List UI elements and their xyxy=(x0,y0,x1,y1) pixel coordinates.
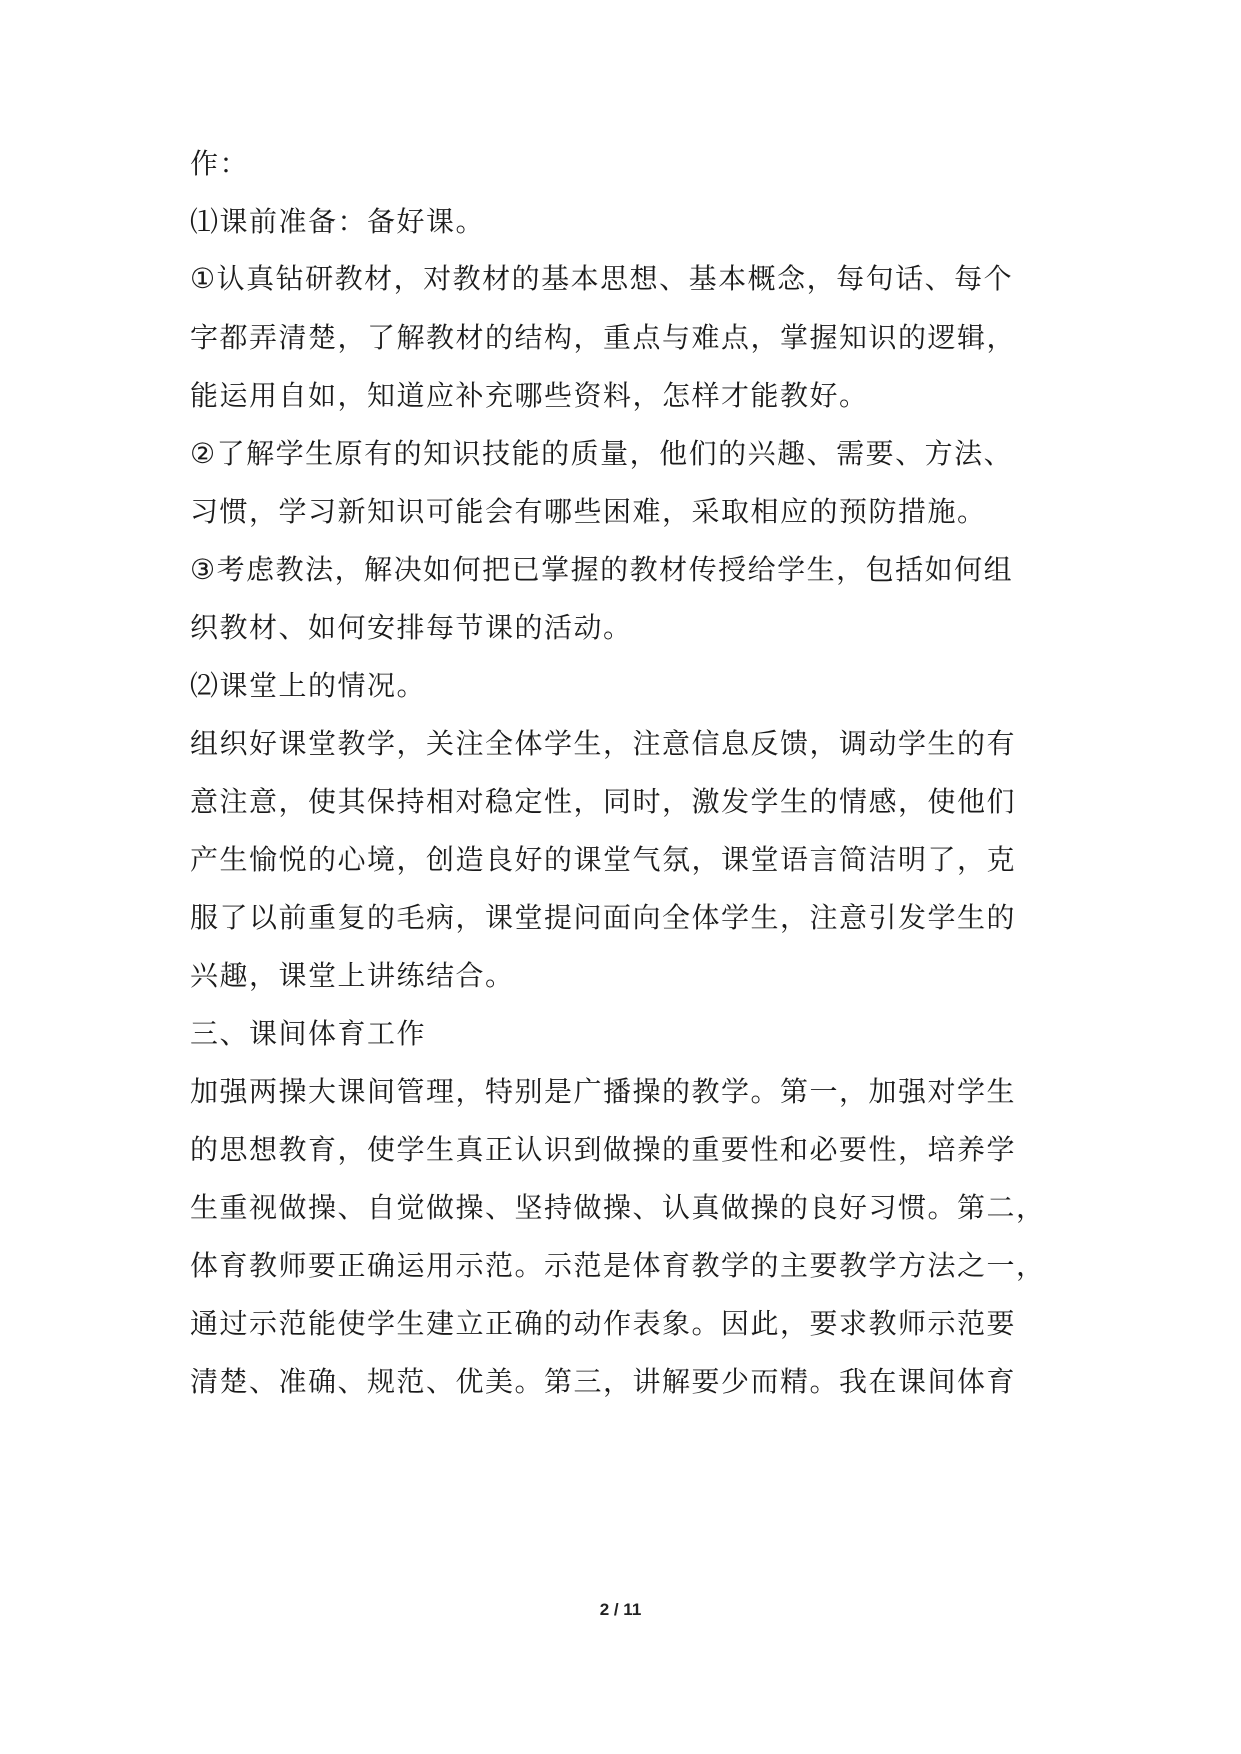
text-line: 意注意，使其保持相对稳定性，同时，激发学生的情感，使他们 xyxy=(190,785,1017,818)
text-line: 织教材、如何安排每节课的活动。 xyxy=(190,611,633,644)
text-line: 体育教师要正确运用示范。示范是体育教学的主要教学方法之一， xyxy=(190,1249,1046,1282)
text-line: ②了解学生原有的知识技能的质量，他们的兴趣、需要、方法、 xyxy=(190,437,1014,470)
text-line: ①认真钻研教材，对教材的基本思想、基本概念，每句话、每个 xyxy=(190,262,1014,295)
text-line: 字都弄清楚，了解教材的结构，重点与难点，掌握知识的逻辑， xyxy=(190,321,1017,354)
text-line: 组织好课堂教学，关注全体学生，注意信息反馈，调动学生的有 xyxy=(190,727,1017,760)
section-heading: ⑵课堂上的情况。 xyxy=(190,669,427,702)
section-heading: 三、课间体育工作 xyxy=(190,1017,427,1050)
text-line: 产生愉悦的心境，创造良好的课堂气氛，课堂语言简洁明了，克 xyxy=(190,843,1017,876)
page-number: 2 / 11 xyxy=(599,1600,642,1619)
text-line: 能运用自如，知道应补充哪些资料，怎样才能教好。 xyxy=(190,379,869,412)
text-line: 的思想教育，使学生真正认识到做操的重要性和必要性，培养学 xyxy=(190,1133,1017,1166)
text-line: 作： xyxy=(190,147,250,180)
section-heading: ⑴课前准备：备好课。 xyxy=(190,205,486,238)
text-line: 清楚、准确、规范、优美。第三，讲解要少而精。我在课间体育 xyxy=(190,1365,1017,1398)
text-line: 加强两操大课间管理，特别是广播操的教学。第一，加强对学生 xyxy=(190,1075,1017,1108)
text-line: 生重视做操、自觉做操、坚持做操、认真做操的良好习惯。第二， xyxy=(190,1191,1046,1224)
text-line: ③考虑教法，解决如何把已掌握的教材传授给学生，包括如何组 xyxy=(190,553,1014,586)
text-line: 通过示范能使学生建立正确的动作表象。因此，要求教师示范要 xyxy=(190,1307,1017,1340)
text-line: 服了以前重复的毛病，课堂提问面向全体学生，注意引发学生的 xyxy=(190,901,1017,934)
text-line: 兴趣，课堂上讲练结合。 xyxy=(190,959,515,992)
text-line: 习惯，学习新知识可能会有哪些困难，采取相应的预防措施。 xyxy=(190,495,987,528)
